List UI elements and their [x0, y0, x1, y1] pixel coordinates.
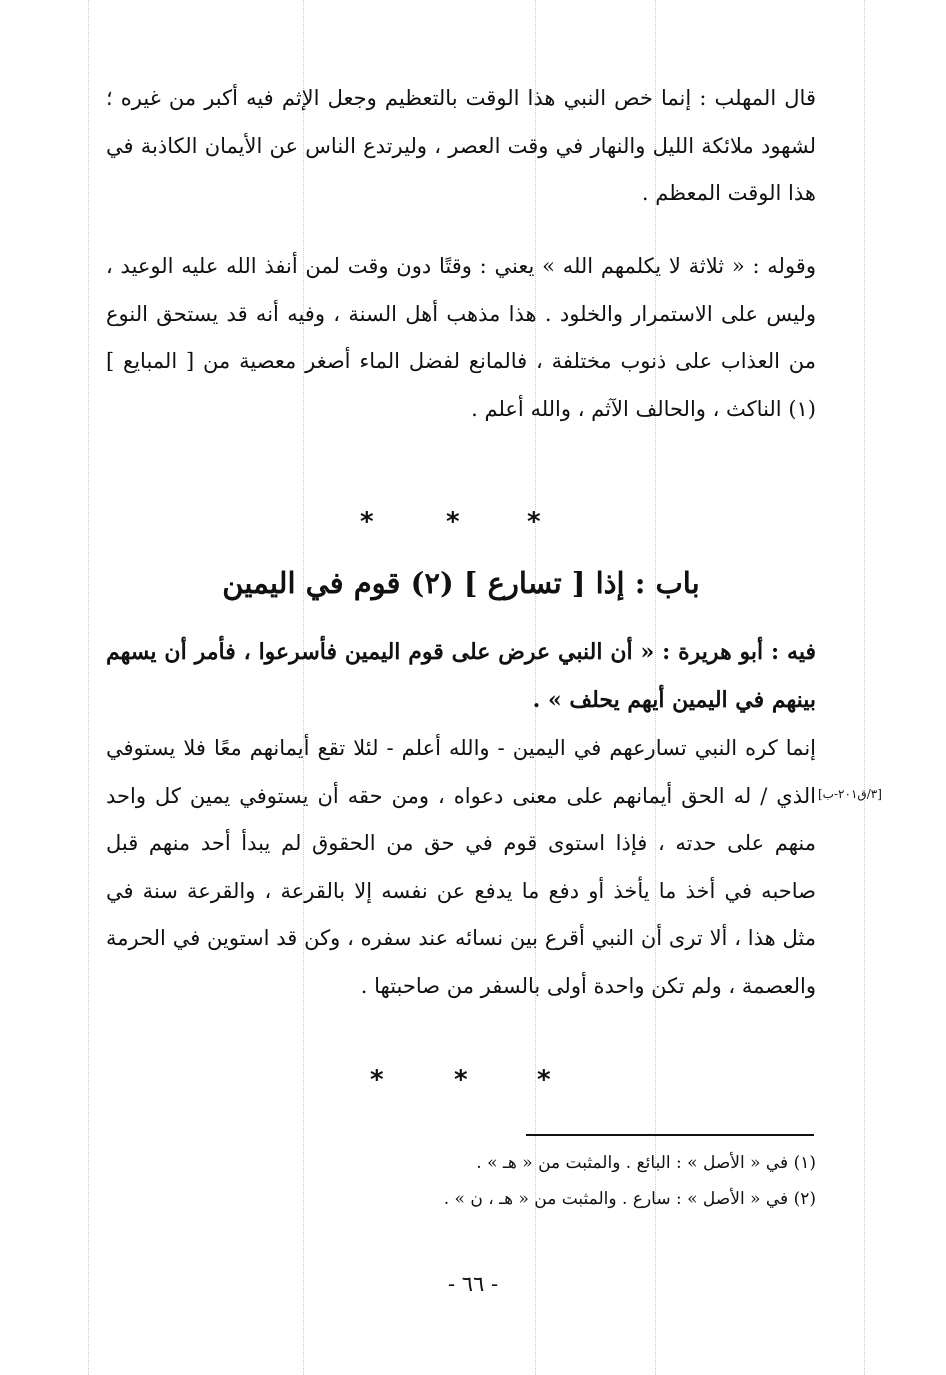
separator-star: *: [360, 507, 374, 537]
page-number: - ٦٦ -: [447, 1272, 499, 1296]
paragraph-three-text: وقوله : « ثلاثة لا يكلمهم الله » يعني : وقتًا دون وقت لمن أنفذ الله عليه الوعيد ، وليس على الاستمرار والخلود . هذا مذهب أهل السنة ، وفيه أنه قد يستحق النوع من العذاب على ذنوب مختلفة ، فالمانع لفضل الماء أصغر معصية من [ المبايع ] (١) الناكث ، والحالف الآثم ، والله أعلم .: [106, 254, 816, 421]
paragraph-muhallab: [106, 75, 816, 218]
separator-star: *: [454, 1065, 468, 1095]
paragraph-commentary: [106, 725, 816, 1010]
separator-star: *: [527, 507, 541, 537]
chapter-heading: باب : إذا [ تسارع ] (٢) قوم في اليمين: [222, 566, 700, 600]
paragraph-muhallab-text: قال المهلب : إنما خص النبي هذا الوقت بالتعظيم وجعل الإثم فيه أكبر من غيره ؛ لشهود ملائكة الليل والنهار في وقت العصر ، وليرتدع الناس عن الأيمان الكاذبة في هذا الوقت المعظم .: [106, 86, 816, 205]
footnote-2: (٢) في « الأصل » : سارع . والمثبت من « هـ ، ن » .: [443, 1189, 816, 1209]
scan-grid-line: [864, 0, 865, 1375]
paragraph-three-not-spoken: [106, 243, 816, 433]
separator-star: *: [370, 1065, 384, 1095]
section-separator-top: [0, 507, 946, 547]
footnote-divider: [526, 1134, 814, 1136]
footnote-1: (١) في « الأصل » : البائع . والمثبت من « هـ » .: [476, 1153, 816, 1173]
section-separator-bottom: [0, 1065, 946, 1105]
manuscript-folio-note: [٣/ق٢٠١-ب]: [818, 787, 882, 801]
separator-star: *: [446, 507, 460, 537]
separator-star: *: [537, 1065, 551, 1095]
paragraph-commentary-text: إنما كره النبي تسارعهم في اليمين - والله أعلم - لئلا تقع أيمانهم معًا فلا يستوفي الذي / له الحق أيمانهم على معنى دعواه ، ومن حقه أن يستوفي يمين كل واحد منهم على حدته ، فإذا استوى قوم في حق من الحقوق لم يبدأ أحد منهم قبل صاحبه في أخذ ما يأخذ أو دفع ما يدفع عن نفسه إلا بالقرعة ، والقرعة سنة في مثل هذا ، ألا ترى أن النبي أقرع بين نسائه عند سفره ، وكن قد استوين في الحرمة والعصمة ، ولم تكن واحدة أولى بالسفر من صاحبتها .: [106, 736, 816, 998]
scan-grid-line: [88, 0, 89, 1375]
hadith-text: فيه : أبو هريرة : « أن النبي عرض على قوم اليمين فأسرعوا ، فأمر أن يسهم بينهم في اليمين أيهم يحلف » .: [106, 639, 816, 713]
